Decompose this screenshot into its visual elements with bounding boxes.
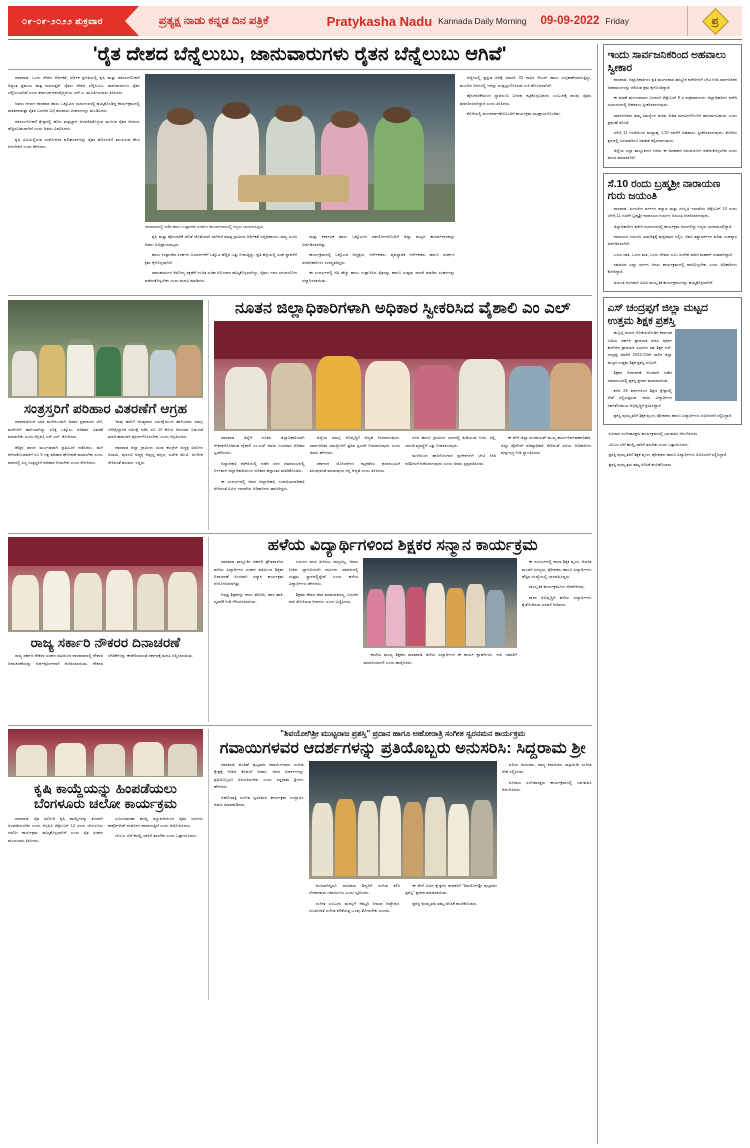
relief-photo bbox=[8, 300, 203, 398]
sidebar-body-1: ಧಾರವಾಡ: ಹಿಂದುಳಿದ ವರ್ಗಗಳ ಕಲ್ಯಾಣ ಮತ್ತು ಸಂಸ್ಕೃತಿ ಇಲಾಖೆಯ ಸೆಪ್ಟೆಂಬರ್ 10 ರಂದು ಬೆಳಿಗ್ಗೆ 11 ಗಂಟೆಗೆ ಬ್ರಹ್ಮಶ್ರೀ ನಾರಾಯಣ ಗುರುಗಳ ಜಯಂತಿ ಆಚರಿಸಲಾಗುವುದು. ಜಿಲ್ಲಾಧಿಕಾರಿಗಳ ಕಚೇರಿ ಸಭಾಂಗಣದಲ್ಲಿ ಕಾರ್ಯಕ್ರಮ ಜರುಗಲಿದ್ದು ಗಣ್ಯರು ಭಾಗವಹಿಸಲಿದ್ದಾರೆ. ನಾರಾಯಣ ಗುರುಗಳ ಭಾವಚಿತ್ರಕ್ಕೆ ಪುಷ್ಪನಮನ ಸಲ್ಲಿಸಿ, ಅವರ ತತ್ವಾದರ್ಶಗಳ ಕುರಿತು ಉಪನ್ಯಾಸ ಏರ್ಪಡಿಸಲಾಗಿದೆ. ಒಂದು ಜಾತಿ, ಒಂದು ಮತ, ಒಂದು ದೇವರು ಎಂಬ ಸಂದೇಶ ಸಾರಿದ ಮಹಾನ್ ಸಂತರಾಗಿದ್ದಾರೆ. ಸಮಾಜದ ಎಲ್ಲಾ ವರ್ಗದ ಜನರು ಕಾರ್ಯಕ್ರಮದಲ್ಲಿ ಪಾಲ್ಗೊಳ್ಳಬೇಕು ಎಂದು ಅಧಿಕಾರಿಗಳು ಕೋರಿದ್ದಾರೆ. ಜಯಂತಿ ಅಂಗವಾಗಿ ವಿವಿಧ ಸಾಂಸ್ಕೃತಿಕ ಕಾರ್ಯಕ್ರಮಗಳನ್ನು ಹಮ್ಮಿಕೊಳ್ಳಲಾಗಿದೆ. bbox=[607, 205, 737, 285]
teachers-col-2: ಗುರುಗಳ ಋಣ ತೀರಿಸಲು ಸಾಧ್ಯವಿಲ್ಲ. ಅವರು ನೀಡಿದ ಜ್ಞಾನದಿಂದಲೇ ನಾವಿಂದು ಸಮಾಜದಲ್ಲಿ ಉತ್ತಮ ಸ್ಥಾನದಲ್ಲಿದ್ದೇವೆ ಎಂದು ಹಳೆಯ ವಿದ್ಯಾರ್ಥಿಗಳು ಹೇಳಿದರು. ಶಿಕ್ಷಕರು ಕೇವಲ ಪಾಠ ಮಾಡುವವರಲ್ಲ, ಬದುಕಿನ ದಾರಿ ತೋರಿಸುವ ದೀಪಗಳು ಎಂದು ಬಣ್ಣಿಸಿದರು. bbox=[288, 559, 359, 605]
lead-headline: 'ರೈತ ದೇಶದ ಬೆನ್ನೆಲುಬು, ಜಾನುವಾರುಗಳು ರೈತನ ಬೆನ್ನೆಲುಬು ಆಗಿವೆ' bbox=[92, 44, 507, 65]
section-rule-1 bbox=[8, 295, 592, 296]
sidebar-title-1: ಸೆ.10 ರಂದು ಬ್ರಹ್ಮಶ್ರೀ ನಾರಾಯಣ ಗುರು ಜಯಂತಿ bbox=[607, 177, 721, 203]
masthead-subtitle-english: Kannada Daily Morning bbox=[438, 16, 527, 26]
bottom-col-2: ಅಂಧರಾಗಿದ್ದರೂ ಸಾವಿರಾರು ಶಿಷ್ಯರಿಗೆ ಸಂಗೀತ ಕಲಿಸಿ ಬೆಳಕಾದವರು ಗವಾಯಿಗಳು ಎಂದು ಸ್ಮರಿಸಿದರು. ಸಂಗೀತ ಎಂಬುದು ಮನಸ್ಸಿಗೆ ನೆಮ್ಮದಿ ನೀಡುವ ದಿವ್ಯೌಷಧ. ಯುವಜನತೆ ಸಂಗೀತ ಕಲಿಕೆಯತ್ತ ಒಲವು ತೋರಬೇಕು ಎಂದರು. bbox=[308, 882, 401, 914]
teachers-col-1: ಧಾರವಾಡ ತಾಲ್ಲೂಕಿನ ಸರ್ಕಾರಿ ಪ್ರೌಢಶಾಲೆಯ ಹಳೆಯ ವಿದ್ಯಾರ್ಥಿಗಳ ಸಂಘದ ವತಿಯಿಂದ ಶಿಕ್ಷಕರ ದಿನಾಚರಣೆ ಅಂಗವಾಗಿ ಸನ್ಮಾನ ಕಾರ್ಯಕ್ರಮ ಆಯೋಜಿಸಲಾಗಿತ್ತು. ನಿವೃತ್ತ ಶಿಕ್ಷಕರನ್ನು ಶಾಲು ಹೊದಿಸಿ, ಹಾರ ಹಾಕಿ, ಸ್ಮರಣಿಕೆ ನೀಡಿ ಗೌರವಿಸಲಾಯಿತು. bbox=[214, 559, 284, 605]
teachers-headline: ಹಳೆಯ ವಿದ್ಯಾರ್ಥಿಗಳಿಂದ ಶಿಕ್ಷಕರ ಸನ್ಮಾನ ಕಾರ್ಯಕ್ರಮ bbox=[267, 537, 538, 555]
masthead-logo bbox=[687, 6, 742, 36]
masthead bbox=[8, 6, 742, 36]
teachers-col-3: ಶಾಲೆಯ ಮುಖ್ಯ ಶಿಕ್ಷಕರು ಮಾತನಾಡಿ, ಹಳೆಯ ವಿದ್ಯಾರ್ಥಿಗಳ ಈ ಕಾರ್ಯ ಶ್ಲಾಘನೀಯ. ಇದು ಇತರರಿಗೆ ಮಾದರಿಯಾಗಲಿ ಎಂದು ಹಾರೈಸಿದರು. bbox=[363, 652, 517, 665]
govt-col-1: ರಾಜ್ಯ ಸರ್ಕಾರಿ ನೌಕರರ ಸಂಘದ ವತಿಯಿಂದ ಧಾರವಾಡದಲ್ಲಿ ನೌಕರರ ದಿನಾಚರಣೆಯನ್ನು ಅರ್ಥಪೂರ್ಣವಾಗಿ ಆಚರಿಸಲಾಯಿತು. ನೌಕರರ ಬೇಡಿಕೆಗಳನ್ನು ಈಡೇರಿಸುವಂತೆ ಸರ್ಕಾರಕ್ಕೆ ಮನವಿ ಸಲ್ಲಿಸಲಾಯಿತು. bbox=[8, 653, 194, 666]
sidebar-overflow-body: ನೂರಾರು ಸಂಗೀತಾಸಕ್ತರು ಕಾರ್ಯಕ್ರಮದಲ್ಲಿ ಭಾಗವಹಿಸಿ ಆನಂದಿಸಿದರು. ಬೆಂಬಲ ಬೆಲೆ ಕಾಯ್ದೆ ಜಾರಿಗೆ ತರಬೇಕು ಎಂದು ಒತ್ತಾಯಿಸಿದರು. ಪ್ರಶಸ್ತಿ ಪುರಸ್ಕೃತರಿಗೆ ಶಿಕ್ಷಕ ವೃಂದ, ಪೋಷಕರು ಹಾಗೂ ವಿದ್ಯಾರ್ಥಿಗಳು ಅಭಿನಂದನೆ ಸಲ್ಲಿಸಿದ್ದಾರೆ. ಪ್ರಶಸ್ತಿ ಪುರಸ್ಕೃತರು ತಮ್ಮ ಅನಿಸಿಕೆ ಹಂಚಿಕೊಂಡರು. bbox=[608, 431, 728, 468]
lead-col-2: ಕೃಷಿ ಮತ್ತು ಹೈನುಗಾರಿಕೆ ಜೊತೆ ಜೊತೆಯಾಗಿ ಸಾಗಿದರೆ ಮಾತ್ರ ಗ್ರಾಮೀಣ ಆರ್ಥಿಕತೆ ಸದೃಢವಾಗಲು ಸಾಧ್ಯ ಎಂದು ಅವರು ಅಭಿಪ್ರಾಯಪಟ್ಟರು. ಹಾಲು ಉತ್ಪಾದಕರ ಸಂಘಗಳ ಬಲವರ್ಧನೆಗೆ ಒಕ್ಕೂಟ ಹೆಚ್ಚಿನ ಒತ್ತು ನೀಡುತ್ತಿದ್ದು, ಪ್ರತಿ ಹಳ್ಳಿಯಲ್ಲಿ ಸಂಘ ಸ್ಥಾಪನೆಗೆ ಕ್ರಮ ಕೈಗೊಳ್ಳಲಾಗಿದೆ. ಜಾನುವಾರುಗಳ ಆರೋಗ್ಯ ರಕ್ಷಣೆಗೆ ಉಚಿತ ಲಸಿಕಾ ಅಭಿಯಾನ ಹಮ್ಮಿಕೊಳ್ಳಲಾಗಿದ್ದು, ರೈತರು ಇದರ ಸದುಪಯೋಗ ಪಡೆದುಕೊಳ್ಳಬೇಕು ಎಂದು ಮನವಿ ಮಾಡಿದರು. bbox=[144, 234, 298, 283]
lead-photo-caption: ಧಾರವಾಡದಲ್ಲಿ ನಡೆದ ಹಾಲು ಉತ್ಪಾದಕರ ಸಂಘಗಳ ಕಾರ್ಯಾಗಾರದಲ್ಲಿ ಗಣ್ಯರು ಭಾಗವಹಿಸಿದ್ದರು. bbox=[144, 224, 265, 230]
teacher-band bbox=[8, 537, 592, 722]
lead-rule bbox=[8, 69, 592, 70]
sidebar-item-ahavalu bbox=[603, 44, 742, 168]
masthead-title-kannada: ಪ್ರತ್ಯಕ್ಷ ನಾಡು ಕನ್ನಡ ದಿನ ಪತ್ರಿಕೆ bbox=[158, 14, 269, 27]
bottom-kicker: "ಶಿವಯೋಗಿಶ್ರೀ ಮುಟ್ಟರಾಜ ಪ್ರಶಸ್ತಿ" ಪ್ರದಾನ ಹಾಗೂ ಅಹೋರಾತ್ರಿ ಸಂಗೀತ ಸ್ವರನಮನ ಕಾರ್ಯಕ್ರಮ bbox=[280, 729, 526, 739]
sidebar-item-jayanti bbox=[603, 173, 742, 292]
diamond-logo-icon bbox=[702, 8, 729, 35]
dc-col-4: ಈ ವೇಳೆ ಜಿಲ್ಲಾ ಪಂಚಾಯತ್ ಮುಖ್ಯ ಕಾರ್ಯನಿರ್ವಹಣಾಧಿಕಾರಿ, ಜಿಲ್ಲಾ ಪೊಲೀಸ್ ವರಿಷ್ಠಾಧಿಕಾರಿ ಸೇರಿದಂತೆ ಹಿರಿಯ ಅಧಿಕಾರಿಗಳು ಪುಷ್ಪಗುಚ್ಛ ನೀಡಿ ಸ್ವಾಗತಿಸಿದರು. bbox=[500, 435, 592, 456]
lead-photo-col bbox=[145, 74, 455, 291]
bottom-divider bbox=[208, 729, 209, 999]
bottom-headline: ಗವಾಯಿಗಳವರ ಆದರ್ಶಗಳನ್ನು ಪ್ರತಿಯೊಬ್ಬರು ಅನುಸರಿಸಿ: ಸಿದ್ದರಾಮ ಶ್ರೀ bbox=[219, 739, 586, 757]
masthead-day-english: Friday bbox=[605, 16, 629, 26]
section-rule-2 bbox=[8, 533, 592, 534]
krishi-photo bbox=[8, 729, 203, 777]
relief-col-1: ಧಾರವಾಡದಿಂದ ಭಾರಿ ಮಳೆಯಿಂದಾಗಿ ಅಪಾರ ಪ್ರಮಾಣದ ಬೆಳೆ, ಮನೆಗಳಿಗೆ ಹಾನಿಯಾಗಿದ್ದು ಸೂಕ್ತ ಒಕ್ಕೂಲು ಪರಿಹಾರ ವಿತರಣೆ ಮಾಡಬೇಕು ಎಂದು ಆಗ್ರಹಿಸಿ ಎನ್.ಎಸ್. ಕೋರಿದರು. ಹೆಚ್ಚಿನ ಹಣದ ಮುಂಗಡವಾಗಿ ಪ್ರತಿಭಟನೆ ನಡೆಸಿದರು. ಮಳೆ ಕಳೆದುಕೊಂಡವರಿಗೆ ರೂ 5 ಲಕ್ಷ ಪರಿಹಾರ ಘೋಷಣೆ ಮಾಡಬೇಕು ಎಂದು ವಾರದಲ್ಲಿ ಎಲ್ಲ ಸಂತ್ರಸ್ತರಿಗೆ ಪರಿಹಾರ ನೀಡಬೇಕು ಎಂದು ಕೋರಿದರು. bbox=[8, 419, 103, 465]
teacher-portrait-photo bbox=[675, 329, 737, 401]
teacher-divider bbox=[208, 537, 209, 722]
govt-story bbox=[8, 537, 203, 722]
teachers-photo bbox=[363, 558, 516, 648]
dc-col-3: ನಗರ ಹಾಗೂ ಗ್ರಾಮೀಣ ಭಾಗದಲ್ಲಿ ಕುಡಿಯುವ ನೀರು, ರಸ್ತೆ, ಚರಂಡಿ ವ್ಯವಸ್ಥೆಗೆ ಒತ್ತು ನೀಡಲಾಗುವುದು. ಮಳೆಯಿಂದ ಹಾನಿಗೊಳಗಾದ ಪ್ರದೇಶಗಳಿಗೆ ಭೇಟಿ ನೀಡಿ ಪರಿಶೀಲನೆ ನಡೆಸಲಾಗುವುದು ಎಂದು ಅವರು ಸ್ಪಷ್ಟಪಡಿಸಿದರು. bbox=[405, 435, 496, 466]
lead-col-3: ಮತ್ತು ಕರ್ನಾಟಕ ಹಾಲು ಒಕ್ಕೂಟಗಳ ಸಹಯೋಗದೊಂದಿಗೆ ಜಿಲ್ಲಾ ಮಟ್ಟದ ಕಾರ್ಯಾಗಾರವನ್ನು ಏರ್ಪಡಿಸಲಾಗಿತ್ತು. ಕಾರ್ಯಕ್ರಮದಲ್ಲಿ ಒಕ್ಕೂಟದ ಅಧ್ಯಕ್ಷರು, ನಿರ್ದೇಶಕರು, ವ್ಯವಸ್ಥಾಪಕ ನಿರ್ದೇಶಕರು ಹಾಗೂ ಸಂಘಗಳ ಪದಾಧಿಕಾರಿಗಳು ಉಪಸ್ಥಿತರಿದ್ದರು. ಈ ಸಂದರ್ಭದಲ್ಲಿ ಅತಿ ಹೆಚ್ಚು ಹಾಲು ಉತ್ಪಾದಿಸಿದ ರೈತರನ್ನು ಹಾಗೂ ಉತ್ತಮ ಸಾಧನೆ ಮಾಡಿದ ಸಂಘಗಳನ್ನು ಸನ್ಮಾನಿಸಲಾಯಿತು. bbox=[302, 234, 455, 283]
mid-band bbox=[8, 300, 592, 530]
bottom-photo bbox=[309, 761, 497, 879]
mid-divider bbox=[208, 300, 209, 530]
bottom-col-1: ಧಾರವಾಡ: ಪಂಡಿತ್ ಪುಟ್ಟರಾಜ ಗವಾಯಿಗಳವರು ಸಂಗೀತ ಕ್ಷೇತ್ರಕ್ಕೆ ನೀಡಿದ ಕೊಡುಗೆ ಅಪಾರ. ಅವರ ಆದರ್ಶಗಳನ್ನು ಪ್ರತಿಯೊಬ್ಬರೂ ಅನುಸರಿಸಬೇಕು ಎಂದು ಸಿದ್ದರಾಮ ಶ್ರೀಗಳು ಹೇಳಿದರು. ಅಹೋರಾತ್ರಿ ಸಂಗೀತ ಸ್ವರನಮನ ಕಾರ್ಯಕ್ರಮ ಉದ್ಘಾಟಿಸಿ ಅವರು ಮಾತನಾಡಿದರು. bbox=[214, 761, 304, 808]
section-rule-3 bbox=[8, 725, 592, 726]
masthead-date-kannada: ೦೯-೦೯-೨೦೨೨ ಶುಕ್ರವಾರ bbox=[8, 6, 125, 36]
dc-photo bbox=[214, 321, 592, 431]
dc-col-1: ಧಾರವಾಡ ಜಿಲ್ಲೆಗೆ ನೂತನ ಜಿಲ್ಲಾಧಿಕಾರಿಯಾಗಿ ನೇಮಕಗೊಂಡಿರುವ ವೈಶಾಲಿ ಎಂ.ಎಲ್ ಅವರು ಗುರುವಾರ ಅಧಿಕಾರ ಸ್ವೀಕರಿಸಿದರು. ಜಿಲ್ಲಾಧಿಕಾರಿ ಕಚೇರಿಯಲ್ಲಿ ನಡೆದ ಸರಳ ಸಮಾರಂಭದಲ್ಲಿ ನಿರ್ಗಮನ ಜಿಲ್ಲಾಧಿಕಾರಿಯಿಂದ ಅಧಿಕಾರ ಹಸ್ತಾಂತರ ಮಾಡಿಕೊಂಡರು. ಈ ಸಂದರ್ಭದಲ್ಲಿ ಅಪರ ಜಿಲ್ಲಾಧಿಕಾರಿ, ಉಪವಿಭಾಗಾಧಿಕಾರಿ ಸೇರಿದಂತೆ ವಿವಿಧ ಇಲಾಖೆಯ ಅಧಿಕಾರಿಗಳು ಹಾಜರಿದ್ದರು. bbox=[214, 435, 305, 491]
lead-col-4: ಜಿಲ್ಲೆಯಲ್ಲಿ ಪ್ರಸ್ತುತ ದಿನಕ್ಕೆ ಸರಾಸರಿ 33 ಸಾವಿರ ಲೀಟರ್ ಹಾಲು ಸಂಗ್ರಹಣೆಯಾಗುತ್ತಿದ್ದು, ಮುಂದಿನ ದಿನಗಳಲ್ಲಿ ಇದನ್ನು ದುಪ್ಪಟ್ಟುಗೊಳಿಸುವ ಗುರಿ ಹೊಂದಲಾಗಿದೆ. ಹೈನುಗಾರಿಕೆಯಿಂದ ಸ್ವಾವಲಂಬಿ ಬದುಕು ಕಟ್ಟಿಕೊಳ್ಳಬಹುದು ಎಂಬುದಕ್ಕೆ ಹಲವು ರೈತರು ಮಾದರಿಯಾಗಿದ್ದಾರೆ ಎಂದು ತಿಳಿಸಿದರು. ಕೊನೆಯಲ್ಲಿ ವಂದನಾರ್ಪಣೆಯೊಂದಿಗೆ ಕಾರ್ಯಕ್ರಮ ಮುಕ್ತಾಯಗೊಂಡಿತು. bbox=[459, 75, 592, 117]
masthead-center bbox=[269, 14, 687, 29]
krishi-col-1: ಧಾರವಾಡ: ರೈತ ವಿರೋಧಿ ಕೃಷಿ ಕಾಯ್ದೆಗಳನ್ನು ಕೂಡಲೇ ಹಿಂಪಡೆಯಬೇಕು ಎಂದು ಆಗ್ರಹಿಸಿ ಸೆಪ್ಟೆಂಬರ್ 12 ರಂದು ಬೆಂಗಳೂರು ಚಲೋ ಕಾರ್ಯಕ್ರಮ ಹಮ್ಮಿಕೊಳ್ಳಲಾಗಿದೆ ಎಂದು ರೈತ ಸಂಘದ ಮುಖಂಡರು ತಿಳಿಸಿದರು. ಭೂಸುಧಾರಣಾ ಕಾಯ್ದೆ ತಿದ್ದುಪಡಿಯಿಂದ ರೈತರ ಜಮೀನು ಕಾರ್ಪೊರೇಟ್ ಕಂಪನಿಗಳ ಪಾಲಾಗುತ್ತಿದೆ ಎಂದು ಆರೋಪಿಸಿದರು. ಬೆಂಬಲ ಬೆಲೆ ಕಾಯ್ದೆ ಜಾರಿಗೆ ತರಬೇಕು ಎಂದು ಒತ್ತಾಯಿಸಿದರು. bbox=[8, 815, 203, 843]
krishi-headline: ಕೃಷಿ ಕಾಯ್ದೆಯನ್ನು ಹಿಂಪಡೆಯಲು ಬೆಂಗಳೂರು ಚಲೋ ಕಾರ್ಯಕ್ರಮ bbox=[33, 781, 178, 812]
bottom-band bbox=[8, 729, 592, 999]
bottom-story bbox=[214, 729, 592, 999]
govt-photo bbox=[8, 537, 203, 632]
teachers-photo-col bbox=[363, 558, 516, 676]
lead-col-1: ಧಾರವಾಡ: ಒಂದು ದೇಶದ ಆರ್ಥಿಕತೆ, ಆರ್ಥಿಕ ಪ್ರಗತಿಯಲ್ಲಿ ಕೃಷಿ ಮತ್ತು ಪಶುಸಂಗೋಪನೆ ಅತ್ಯಂತ ಪ್ರಮುಖ ಪಾತ್ರ ವಹಿಸುತ್ತವೆ. ರೈತರು ದೇಶದ ಬೆನ್ನೆಲುಬು, ಜಾನುವಾರುಗಳು ರೈತನ ಬೆನ್ನೆಲುಬಾಗಿವೆ ಎಂದು ಕರ್ನಾಟಕ ಪಶುವೈದ್ಯಕೀಯ ಎನ್.ಎ. ಮೂರ್ತಿಯವರು ತಿಳಿಸಿದರು. ಅವರು ನಗರದ ಧಾರವಾಡ ಹಾಲು ಒಕ್ಕೂಟದ ಸಭಾಂಗಣದಲ್ಲಿ ಹಮ್ಮಿಕೊಂಡಿದ್ದ ಕಾರ್ಯಕ್ರಮದಲ್ಲಿ ಮಾತನಾಡುತ್ತಾ ರೈತರ ಬದುಕಿನ ಬಗ್ಗೆ ಹಲವಾರು ವಿಚಾರಗಳನ್ನು ಮಂಡಿಸಿದರು. ಪಶುಸಂಗೋಪನೆ ಕ್ಷೇತ್ರದಲ್ಲಿ ಹೊಸ ತಂತ್ರಜ್ಞಾನ ಅಳವಡಿಸಿಕೊಳ್ಳುವ ಮೂಲಕ ರೈತರ ಆದಾಯ ಹೆಚ್ಚಿಸಬಹುದಾಗಿದೆ ಎಂದು ಅವರು ವಿವರಿಸಿದರು. ಕೃಷಿ ವಿವಿಯಲ್ಲಿರುವ ಸಂಶೋಧನಾ ಫಲಿತಾಂಶಗಳನ್ನು ರೈತರ ಹೊಲಗಳಿಗೆ ತಲುಪಿಸುವ ಕೆಲಸ ಆಗಬೇಕಿದೆ ಎಂದು ಹೇಳಿದರು. bbox=[8, 75, 140, 150]
teachers-story bbox=[214, 537, 592, 722]
lead-story bbox=[8, 44, 592, 291]
dc-col-2: ಜಿಲ್ಲೆಯ ಸಮಗ್ರ ಅಭಿವೃದ್ಧಿಗೆ ಆದ್ಯತೆ ನೀಡಲಾಗುವುದು. ಸಾರ್ವಜನಿಕರ ಸಮಸ್ಯೆಗಳಿಗೆ ತ್ವರಿತ ಸ್ಪಂದನೆ ನೀಡಲಾಗುವುದು ಎಂದು ಅವರು ಹೇಳಿದರು. ಸರ್ಕಾರದ ಯೋಜನೆಗಳು ಕಟ್ಟಕಡೆಯ ಫಲಾನುಭವಿಗೆ ತಲುಪುವಂತೆ ಮಾಡುವುದು ನನ್ನ ಆದ್ಯತೆ ಎಂದು ತಿಳಿಸಿದರು. bbox=[309, 435, 401, 474]
govt-headline: ರಾಜ್ಯ ಸರ್ಕಾರಿ ನೌಕರರ ದಿನಾಚರಣೆ bbox=[30, 635, 181, 651]
page-sheet bbox=[8, 44, 742, 1144]
dc-story bbox=[214, 300, 592, 530]
sidebar-body-2: ಹುಬ್ಬಳ್ಳಿ ನಗರದ ಗೋಕುಲರೋಡಿನ ಕರ್ನಾಟಕ ಬಡಿಯ ಸರ್ಕಾರಿ ಪ್ರಾಥಮಿಕ ಪದವಿ ಪೂರ್ವ ಕಾಲೇಜಿನ ಪ್ರಾಥಮಿಕ ವಿಭಾಗದ ಸಹ ಶಿಕ್ಷಕ ಎಸ್. ಚಂದ್ರಪ್ಪ ಅವರಿಗೆ 2022-23ನೇ ಸಾಲಿನ ಜಿಲ್ಲಾ ಮಟ್ಟದ ಉತ್ತಮ ಶಿಕ್ಷಕ ಪ್ರಶಸ್ತಿ ಲಭಿಸಿದೆ. ಶಿಕ್ಷಕರ ದಿನಾಚರಣೆ ಅಂಗವಾಗಿ ನಡೆದ ಸಮಾರಂಭದಲ್ಲಿ ಪ್ರಶಸ್ತಿ ಪ್ರದಾನ ಮಾಡಲಾಯಿತು. ಕಳೆದ 25 ವರ್ಷಗಳಿಂದ ಶಿಕ್ಷಣ ಕ್ಷೇತ್ರದಲ್ಲಿ ಸೇವೆ ಸಲ್ಲಿಸುತ್ತಿರುವ ಇವರು ವಿದ್ಯಾರ್ಥಿಗಳ ಸರ್ವತೋಮುಖ ಅಭಿವೃದ್ಧಿಗೆ ಶ್ರಮಿಸಿದ್ದಾರೆ. ಪ್ರಶಸ್ತಿ ಪುರಸ್ಕೃತರಿಗೆ ಶಿಕ್ಷಕ ವೃಂದ, ಪೋಷಕರು ಹಾಗೂ ವಿದ್ಯಾರ್ಥಿಗಳು ಅಭಿನಂದನೆ ಸಲ್ಲಿಸಿದ್ದಾರೆ. bbox=[608, 329, 737, 419]
masthead-title-english: Pratykasha Nadu bbox=[326, 13, 433, 29]
logo-glyph: ಪ್ರ bbox=[711, 14, 719, 26]
left-stack bbox=[8, 300, 203, 530]
bottom-col-4: ಹಿರಿಯ ಗಾಯಕರು, ವಾದ್ಯ ಕಲಾವಿದರು ರಾತ್ರಿಯಿಡೀ ಸಂಗೀತ ಸೇವೆ ಸಲ್ಲಿಸಿದರು. ನೂರಾರು ಸಂಗೀತಾಸಕ್ತರು ಕಾರ್ಯಕ್ರಮದಲ್ಲಿ ಭಾಗವಹಿಸಿ ಆನಂದಿಸಿದರು. bbox=[501, 761, 592, 793]
sidebar bbox=[597, 44, 742, 1144]
bottom-photo-col bbox=[309, 761, 497, 976]
lead-photo bbox=[145, 74, 455, 222]
krishi-story bbox=[8, 729, 203, 999]
lead-columns bbox=[8, 74, 592, 291]
dc-headline: ನೂತನ ಜಿಲ್ಲಾಧಿಕಾರಿಗಳಾಗಿ ಅಧಿಕಾರ ಸ್ವೀಕರಿಸಿದ ವೈಶಾಲಿ ಎಂ ಎಲ್ bbox=[234, 300, 571, 318]
sidebar-title-2: ಎಸ್ ಚಂದ್ರಪ್ಪಗೆ ಜಿಲ್ಲಾ ಮಟ್ಟದ ಉತ್ತಮ ಶಿಕ್ಷಕ ಪ್ರಶಸ್ತಿ bbox=[607, 302, 708, 327]
sidebar-title-0: ಇಂದು ಸಾರ್ವಜನಿಕರಿಂದ ಅಹವಾಲು ಸ್ವೀಕಾರ bbox=[607, 49, 726, 74]
bottom-col-3: ಈ ವೇಳೆ ವಿವಿಧ ಕ್ಷೇತ್ರಗಳ ಸಾಧಕರಿಗೆ "ಶಿವಯೋಗಿಶ್ರೀ ಪುಟ್ಟರಾಜ ಪ್ರಶಸ್ತಿ" ಪ್ರದಾನ ಮಾಡಲಾಯಿತು. ಪ್ರಶಸ್ತಿ ಪುರಸ್ಕೃತರು ತಮ್ಮ ಅನಿಸಿಕೆ ಹಂಚಿಕೊಂಡರು. bbox=[405, 882, 497, 906]
teachers-col-4: ಈ ಸಂದರ್ಭದಲ್ಲಿ ಶಾಲಾ ಶಿಕ್ಷಕ ವೃಂದ, ಆಡಳಿತ ಮಂಡಳಿ ಸದಸ್ಯರು, ಪೋಷಕರು ಹಾಗೂ ವಿದ್ಯಾರ್ಥಿಗಳು ಹೆಚ್ಚಿನ ಸಂಖ್ಯೆಯಲ್ಲಿ ಭಾಗವಹಿಸಿದ್ದರು. ಸಾಂಸ್ಕೃತಿಕ ಕಾರ್ಯಕ್ರಮಗಳು ನೆರವೇರಿದವು. ಶಾಲಾ ಅಭಿವೃದ್ಧಿಗೆ ಹಳೆಯ ವಿದ್ಯಾರ್ಥಿಗಳು ಕೈಜೋಡಿಸುವ ಭರವಸೆ ನೀಡಿದರು. bbox=[521, 559, 592, 608]
masthead-date-english: 09-09-2022 bbox=[540, 15, 600, 27]
sidebar-body-0: ಧಾರವಾಡ: ಜಿಲ್ಲಾಧಿಕಾರಿಗಳು ಪ್ರತಿ ಮಂಗಳವಾರ ತಾಲ್ಲೂಕ ಕಚೇರಿಗಳಿಗೆ ಭೇಟಿ ನೀಡಿ ಸಾರ್ವಜನಿಕರ ಅಹವಾಲುಗಳನ್ನು ಆಲಿಸುವ ಕ್ರಮ ಕೈಗೊಂಡಿದ್ದಾರೆ. ಈ ಮಾಹೆ ಮಂಗಳವಾರದ ಬದಲಾಗಿ ಸೆಪ್ಟೆಂಬರ್ 9 ರ ಶುಕ್ರವಾರದಂದು ಜಿಲ್ಲಾಧಿಕಾರಿಗಳ ಕಚೇರಿ ಸಭಾಂಗಣದಲ್ಲಿ ಅಹವಾಲು ಸ್ವೀಕರಿಸಲಾಗುವುದು. ಸಾರ್ವಜನಿಕರು ತಮ್ಮ ಸಮಸ್ಯೆಗಳ ಕುರಿತು ಲಿಖಿತ ಮನವಿಗಳೊಂದಿಗೆ ಹಾಜರಾಗಬಹುದು ಎಂದು ಪ್ರಕಟಣೆ ತಿಳಿಸಿದೆ. ಬೆಳಿಗ್ಗೆ 11 ಗಂಟೆಯಿಂದ ಮಧ್ಯಾಹ್ನ 1.30 ರವರೆಗೆ ಅಹವಾಲು ಸ್ವೀಕರಿಸಲಾಗುವುದು. ಕೊನೆಯ ಕ್ಷಣದಲ್ಲಿ ಬರುವವರಿಗೂ ಅವಕಾಶ ಕಲ್ಪಿಸಲಾಗುವುದು. ಜಿಲ್ಲೆಯ ಎಲ್ಲಾ ತಾಲ್ಲೂಕುಗಳ ಜನರು ಈ ಅವಕಾಶದ ಸದುಪಯೋಗ ಪಡೆದುಕೊಳ್ಳಬೇಕು ಎಂದು ಮನವಿ ಮಾಡಲಾಗಿದೆ. bbox=[607, 77, 737, 161]
sidebar-item-award bbox=[603, 297, 742, 425]
relief-col-2: 'ನಾವು ಹಾನಿಗೆ ಅಗತ್ಯವಾದ ಸಮೀಕ್ಷೆಯಿಂದ ಹಾನಿಯಾದ ಸಮಗ್ರ ಬೆಳೆವೈಜ್ಞಾನಿಕ ಸಮೀಕ್ಷೆ ನಡೆಸಿ ರೂ 10 ಕೋಟಿ ಅನುದಾನ ಬಿಡುಗಡೆ ಮಾಡಿ ಕಾಮಗಾರಿ ಪೂರ್ಣಗೊಳಿಸಬೇಕು' ಎಂದು ಆಗ್ರಹಿಸಿದರು. ಧಾರವಾಡ ಜಿಲ್ಲಾ ಗ್ರಾಮೀಣ ಯುವ ಕಾಂಗ್ರೆಸ್ ಅಧ್ಯಕ್ಷ ಏಸೋದ ಅಸಾಮಿ, ಪುರಸಭೆ ಅಧ್ಯಕ್ಷ ಅಪ್ಪಣ್ಣ ಹಳ್ಳದ, ಸುರೇಶ ಮೇಟಿ, ಜಗದೀಶ ಸೇರಿದಂತೆ ಹಲವರು ಇದ್ದರು. bbox=[108, 419, 203, 465]
main-content-area bbox=[8, 44, 592, 1144]
masthead-rule bbox=[8, 39, 742, 40]
relief-headline: ಸಂತ್ರಸ್ತರಿಗೆ ಪರಿಹಾರ ವಿತರಣೆಗೆ ಆಗ್ರಹ bbox=[23, 401, 188, 417]
sidebar-item-overflow bbox=[603, 430, 742, 471]
